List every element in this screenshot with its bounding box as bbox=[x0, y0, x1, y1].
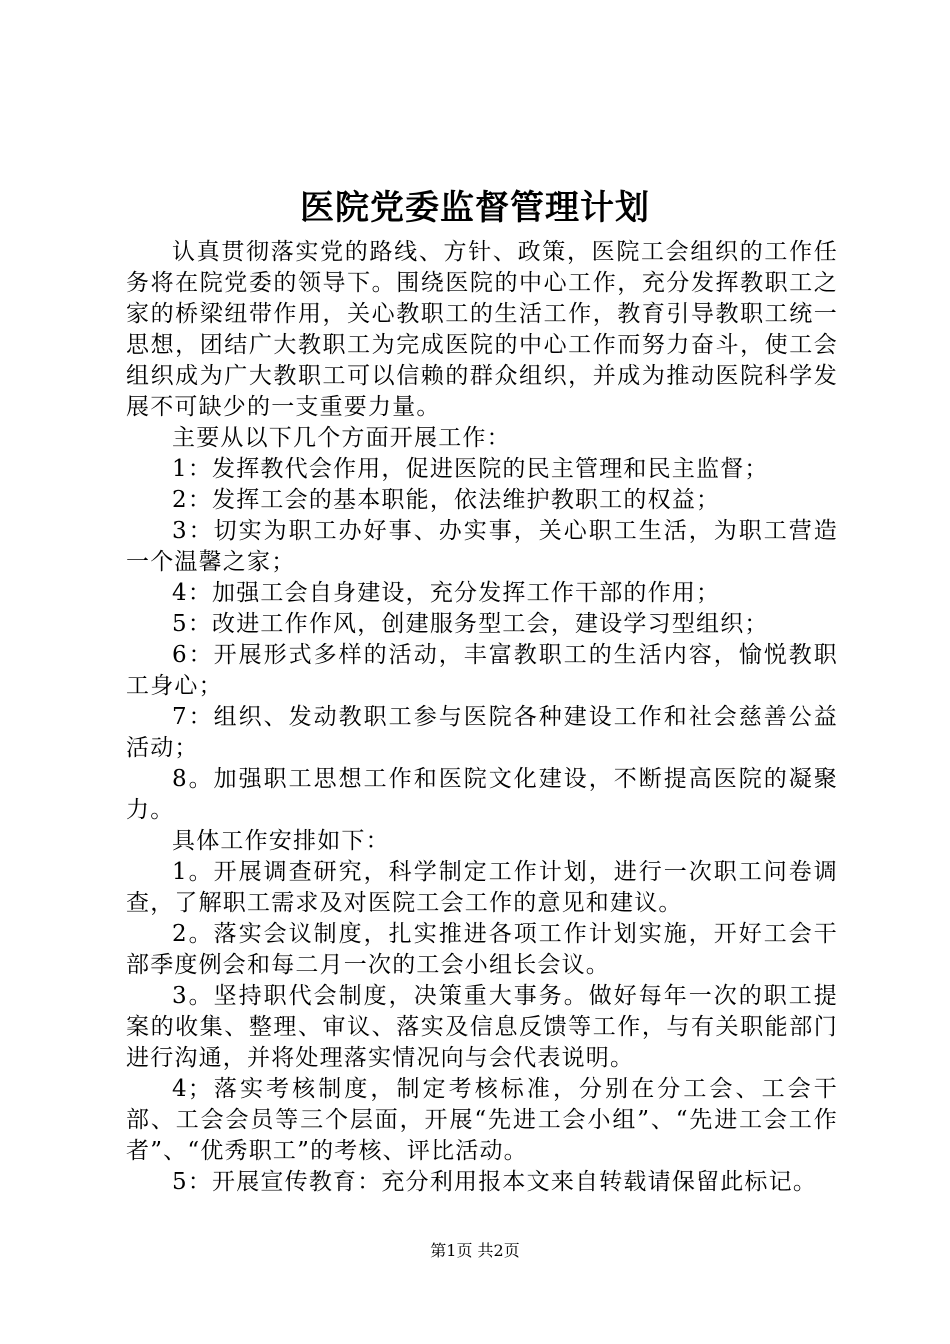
paragraph: 认真贯彻落实党的路线、方针、政策，医院工会组织的工作任务将在院党委的领导下。围绕医院的中心工作，充分发挥教职工之家的桥梁纽带作用，关心教职工的生活工作，教育引导教职工统一思想，团结广大教职工为完成医院的中心工作而努力奋斗，使工会组织成为广大教职工可以信赖的群众组织，并成为推动医院科学发展不可缺少的一支重要力量。 bbox=[126, 239, 838, 420]
paragraph: 4：加强工会自身建设，充分发挥工作干部的作用； bbox=[172, 580, 721, 606]
paragraph: 7：组织、发动教职工参与医院各种建设工作和社会慈善公益活动； bbox=[126, 704, 838, 761]
paragraph: 5：开展宣传教育：充分利用报本文来自转载请保留此标记。 bbox=[172, 1169, 818, 1195]
paragraph: 2：发挥工会的基本职能，依法维护教职工的权益； bbox=[172, 487, 721, 513]
paragraph: 3：切实为职工办好事、办实事，关心职工生活，为职工营造一个温馨之家； bbox=[126, 518, 838, 575]
paragraph: 8。加强职工思想工作和医院文化建设，不断提高医院的凝聚力。 bbox=[126, 766, 838, 823]
paragraph: 1。开展调查研究，科学制定工作计划，进行一次职工问卷调查，了解职工需求及对医院工会工作的意见和建议。 bbox=[126, 859, 838, 916]
document-title: 医院党委监督管理计划 bbox=[300, 188, 650, 228]
document-body bbox=[126, 237, 838, 1198]
page-footer: 第1页 共2页 bbox=[430, 1241, 520, 1260]
paragraph: 主要从以下几个方面开展工作： bbox=[172, 425, 511, 451]
paragraph: 5：改进工作作风，创建服务型工会，建设学习型组织； bbox=[172, 611, 769, 637]
paragraph: 3。坚持职代会制度，决策重大事务。做好每年一次的职工提案的收集、整理、审议、落实及信息反馈等工作，与有关职能部门进行沟通，并将处理落实情况向与会代表说明。 bbox=[126, 983, 838, 1071]
paragraph: 4；落实考核制度，制定考核标准，分别在分工会、工会干部、工会会员等三个层面，开展“先进工会小组”、“先进工会工作者”、“优秀职工”的考核、评比活动。 bbox=[126, 1076, 838, 1164]
paragraph: 2。落实会议制度，扎实推进各项工作计划实施，开好工会干部季度例会和每二月一次的工会小组长会议。 bbox=[126, 921, 838, 978]
paragraph: 6：开展形式多样的活动，丰富教职工的生活内容，愉悦教职工身心； bbox=[126, 642, 838, 699]
paragraph: 1：发挥教代会作用，促进医院的民主管理和民主监督； bbox=[172, 456, 769, 482]
paragraph: 具体工作安排如下： bbox=[172, 828, 390, 854]
